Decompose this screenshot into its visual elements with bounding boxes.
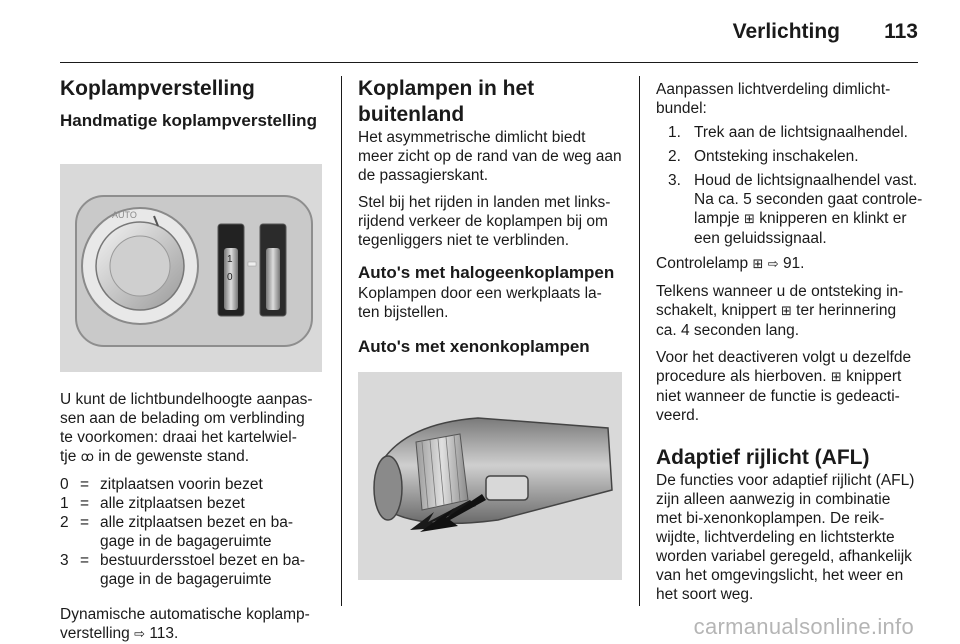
intro-line-4: tje ꝏ in de gewenste stand. (60, 448, 250, 465)
column-divider-left (341, 76, 342, 606)
page-reference-icon: ⇨ (767, 257, 779, 272)
column-divider-right (639, 76, 640, 606)
section-heading-afl: Adaptief rijlicht (AFL) (656, 446, 870, 469)
legend-row: 0 = zitplaatsen voorin bezet (60, 476, 263, 493)
section-heading-buitenland: Koplampen in het buitenland (358, 77, 535, 126)
page-header (60, 16, 918, 63)
svg-text:1: 1 (227, 254, 233, 265)
list-item: 2. Ontsteking inschakelen. (668, 148, 859, 165)
control-lamp-icon: ⊞ (780, 304, 792, 319)
steps-list (656, 123, 924, 248)
column-1 (60, 76, 326, 644)
subheading-handmatige: Handmatige koplampverstelling (60, 111, 317, 130)
column-2: Koplampen in het buitenland Het asymmetrische dimlicht biedt meer zicht op de rand van de weg aan de passagierskant. Stel bij het rijden in landen met links- rijdend verkeer de koplampen bij om tegenliggers niet te verblinden. Auto's met halogeenkoplampen Koplampen door een werkplaats la- ten bijstellen. Auto's met xenonkoplampen (358, 76, 626, 580)
subheading-xenon: Auto's met xenonkoplampen (358, 337, 590, 356)
column-3: Aanpassen lichtverdeling dimlicht- bundel: 1. Trek aan de lichtsignaalhendel. 2. Ontsteking inschakelen. 3. Houd de lichtsignaalhendel vast. Na ca. 5 seconden gaat controle- lampje ⊞ knipperen en klinkt er een geluidssignaal. Controlelamp ⊞ ⇨ 91. Telkens wanneer u de ontsteking in- schakelt, knippert ⊞ ter herinnering ca. 4 seconden lang. Voor het deactiveren volgt u dezelfde procedure als hierboven. ⊞ knippert niet wanneer de functie is gedeacti- veerd. Adaptief rijlicht (AFL) De functies voor adaptief rijlicht (AFL) zijn alleen aanwezig in combinatie met bi-xenonkoplampen. De reik- wijdte, lichtverdeling en lichtsterkte worden variabel geregeld, afhankelijk van het omgevingslicht, het weer en het soort weg. (656, 81, 923, 603)
light-switch-panel-icon (60, 164, 322, 372)
watermark: carmanualsonline.info (693, 614, 914, 639)
light-switch-panel-illustration (60, 164, 322, 372)
headlight-range-icon: ꝏ (80, 450, 94, 465)
list-item: 3. Houd de lichtsignaalhendel vast. Na ca. 5 seconden gaat controle- lampje ⊞ knipperen en klinkt er een geluidssignaal. (668, 172, 923, 247)
control-lamp-icon: ⊞ (752, 257, 764, 272)
legend-table (60, 475, 305, 589)
svg-text:AUTO: AUTO (112, 210, 137, 220)
legend-row: 3 = bestuurdersstoel bezet en ba- gage in de bagageruimte (60, 552, 306, 588)
intro-line-1: U kunt de lichtbundelhoogte aanpas- (60, 391, 313, 408)
control-lamp-icon: ⊞ (743, 212, 755, 227)
control-lamp-icon: ⊞ (830, 370, 842, 385)
subheading-halogeen: Auto's met halogeenkoplampen (358, 263, 615, 282)
legend-row: 2 = alle zitplaatsen bezet en ba- gage in de bagageruimte (60, 514, 294, 550)
outro-line-1: Dynamische automatische koplamp- (60, 606, 310, 623)
svg-text:0: 0 (227, 272, 233, 283)
stalk-lever-illustration (358, 372, 622, 580)
page-number: 113 (884, 20, 918, 43)
outro-line-2: verstelling ⇨ 113. (60, 625, 179, 642)
section-heading-koplampverstelling: Koplampverstelling (60, 77, 255, 100)
legend-row: 1 = alle zitplaatsen bezet (60, 495, 245, 512)
list-item: 1. Trek aan de lichtsignaalhendel. (668, 124, 908, 141)
stalk-lever-icon (358, 372, 622, 580)
intro-line-2: sen aan de belading om verblinding (60, 410, 305, 427)
chapter-title: Verlichting (732, 20, 840, 43)
page-reference-icon: ⇨ (134, 627, 145, 642)
intro-line-3: te voorkomen: draai het kartelwiel- (60, 429, 297, 446)
